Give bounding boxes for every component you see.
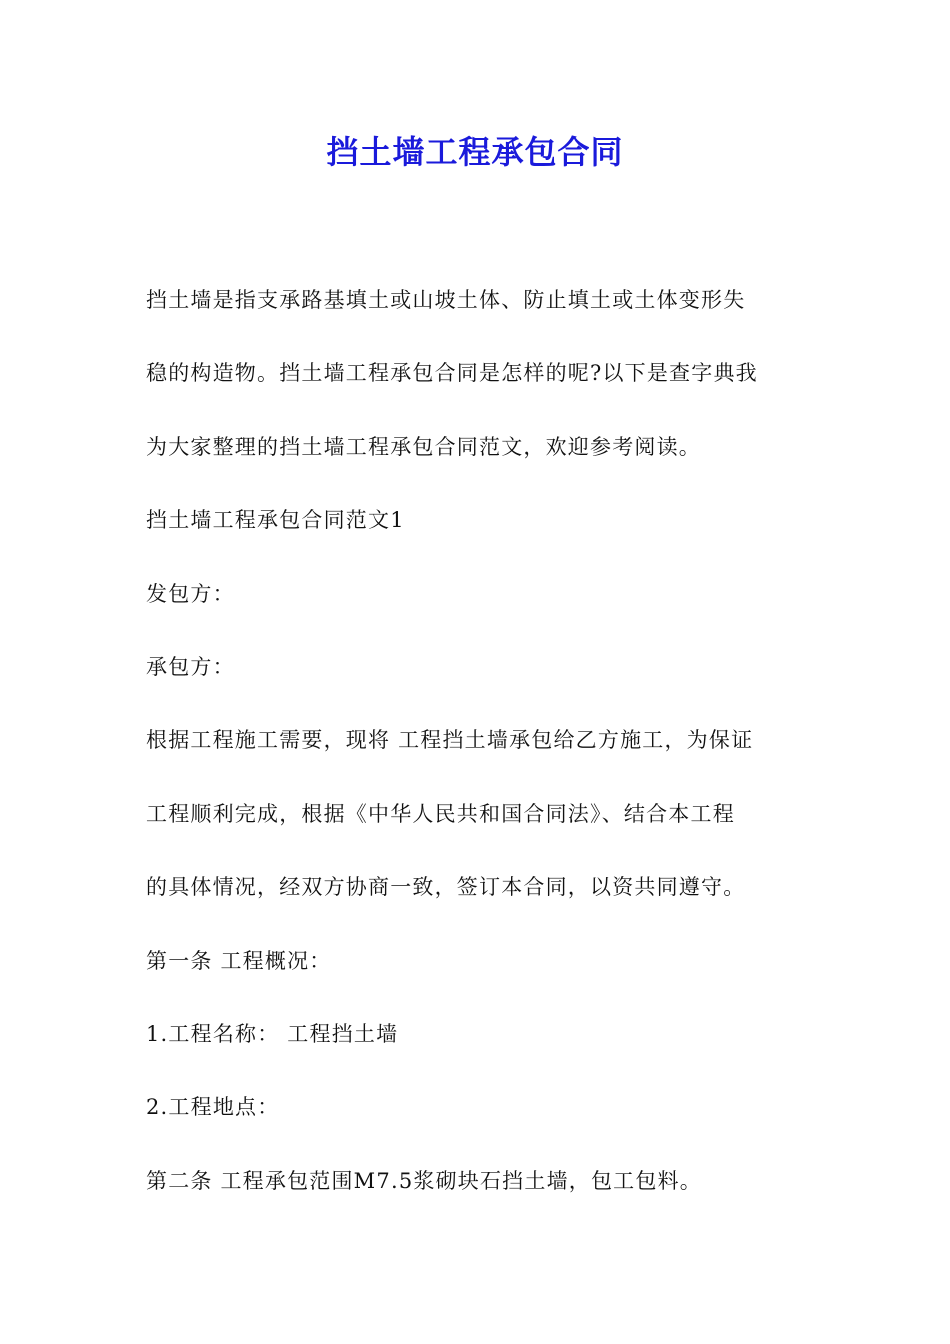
article-1-heading: 第一条 工程概况： xyxy=(146,948,332,973)
section-heading-sample-1: 挡土墙工程承包合同范文1 xyxy=(146,508,405,533)
text-line-1: 挡土墙是指支承路基填土或山坡土体、防止填土或土体变形失 xyxy=(146,288,746,312)
text-line-9: 的具体情况，经双方协商一致，签订本合同，以资共同遵守。 xyxy=(146,875,746,900)
party-b-label: 承包方： xyxy=(146,655,235,680)
project-location-line: 2.工程地点： xyxy=(146,1095,280,1120)
text-line-2: 稳的构造物。挡土墙工程承包合同是怎样的呢?以下是查字典我 xyxy=(146,361,758,386)
article-2-line: 第二条 工程承包范围M7.5浆砌块石挡土墙，包工包料。 xyxy=(146,1168,702,1193)
page-title: 挡土墙工程承包合同 xyxy=(326,133,624,171)
party-a-label: 发包方： xyxy=(146,581,235,606)
text-line-8: 工程顺利完成，根据《中华人民共和国合同法》、结合本工程 xyxy=(146,801,735,826)
text-line-7: 根据工程施工需要，现将 工程挡土墙承包给乙方施工，为保证 xyxy=(146,728,754,753)
project-name-line: 1.工程名称： 工程挡土墙 xyxy=(146,1022,399,1047)
text-line-3: 为大家整理的挡土墙工程承包合同范文，欢迎参考阅读。 xyxy=(146,434,701,459)
document-body xyxy=(146,264,816,1218)
